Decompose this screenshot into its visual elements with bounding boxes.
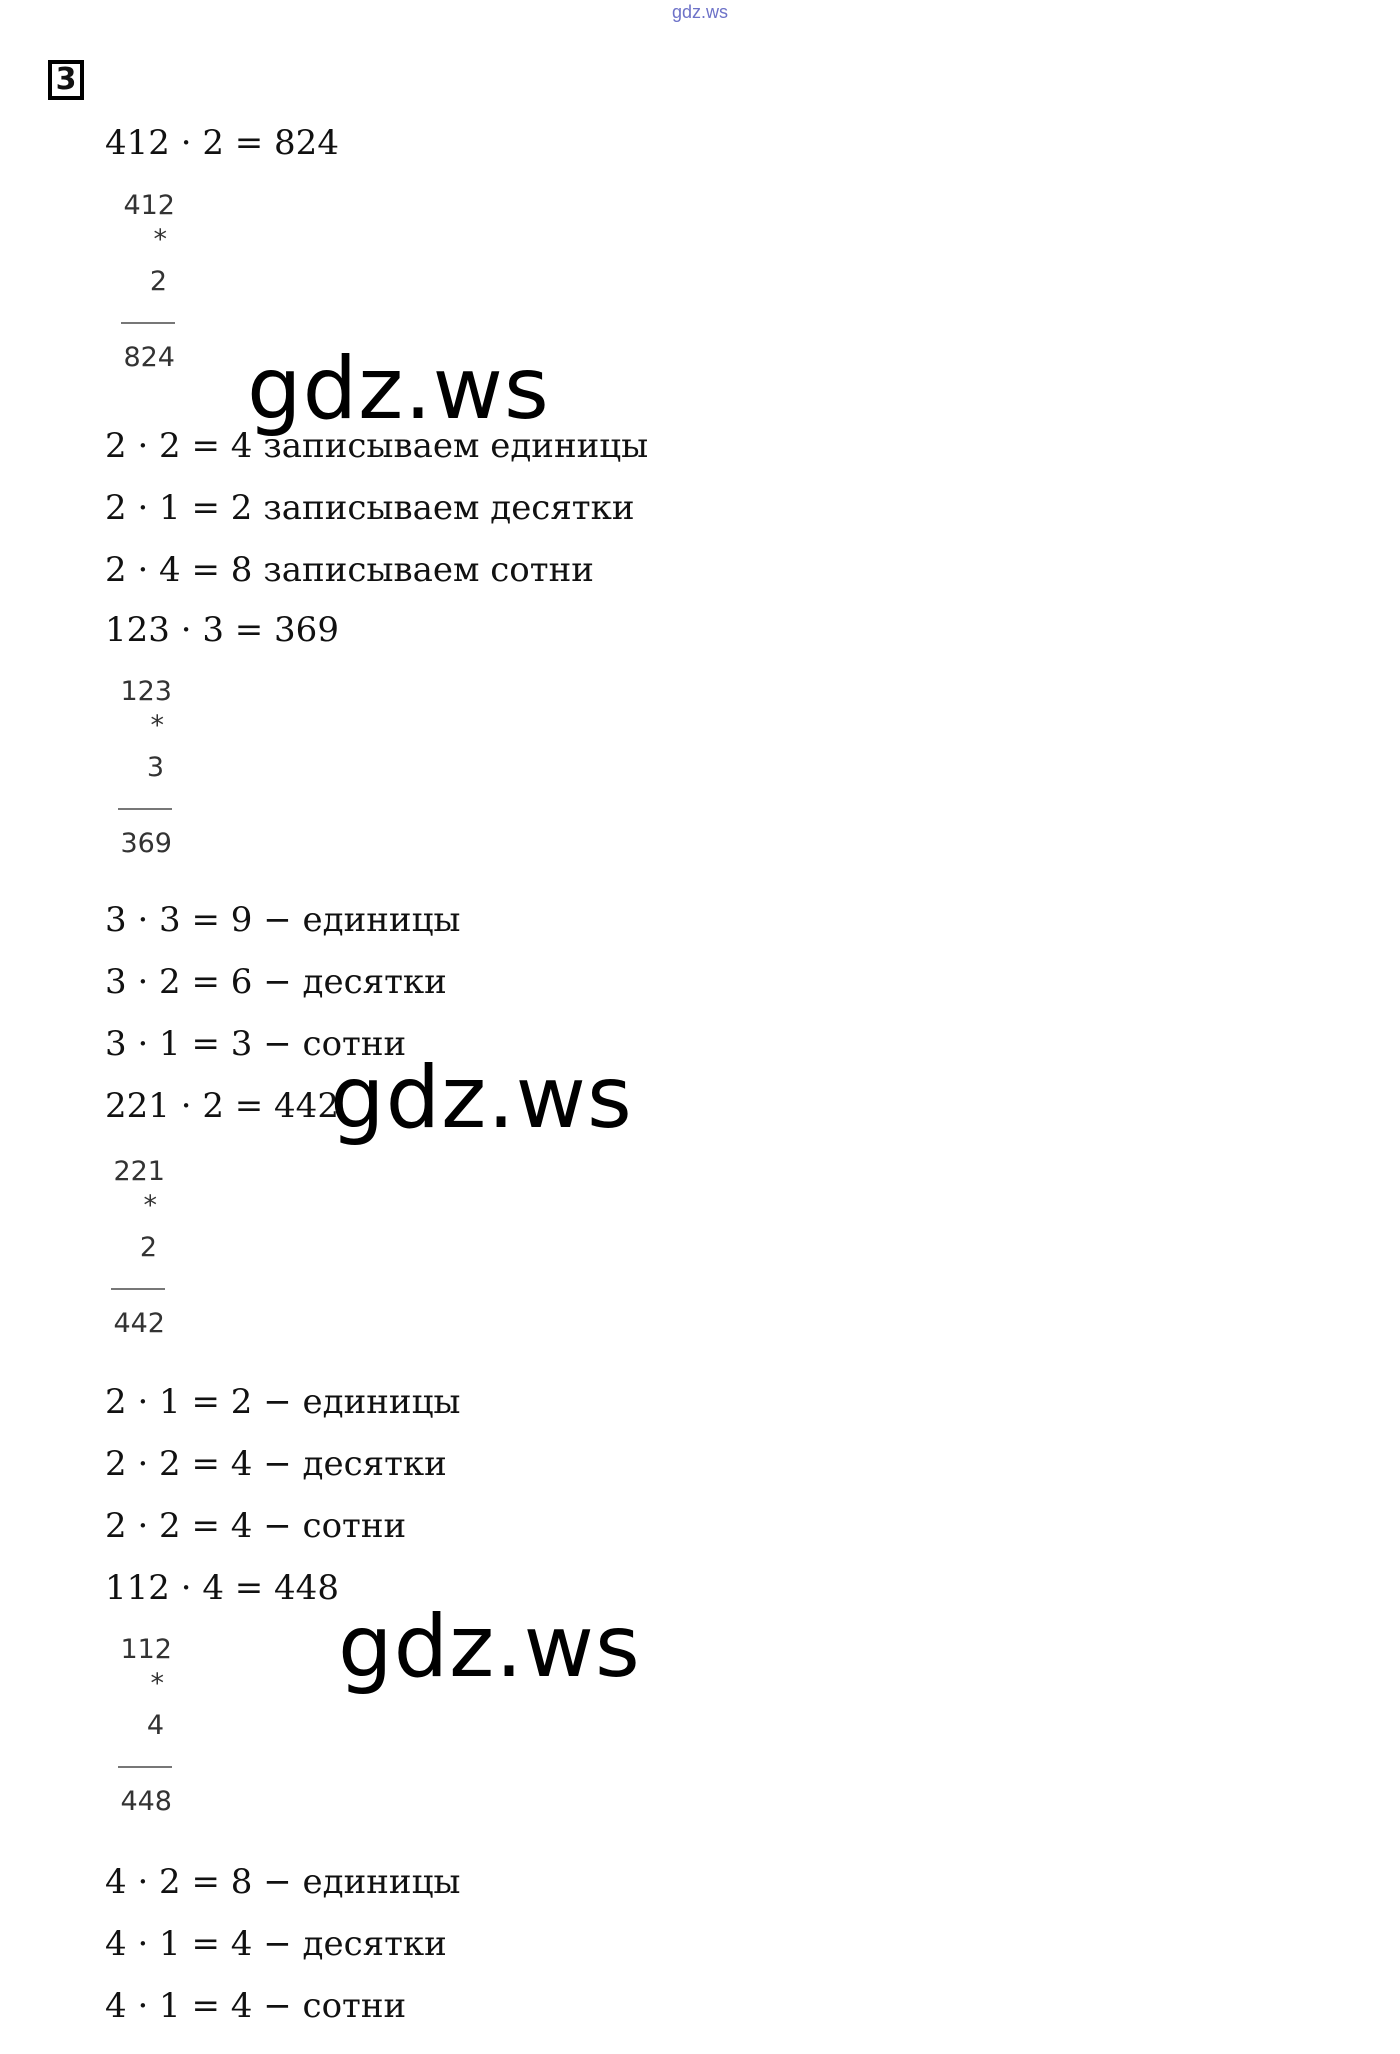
step-line: 3 · 3 = 9 − единицы <box>105 900 461 940</box>
step-line: 4 · 1 = 4 − десятки <box>105 1924 447 1964</box>
watermark: gdz.ws <box>338 1597 641 1697</box>
column-result: 448 <box>120 1786 172 1817</box>
column-bottom-number: 4 <box>146 1710 164 1741</box>
column-bottom-number: 2 <box>149 266 167 297</box>
column-multiplication <box>102 1634 172 1834</box>
column-divider-line <box>118 1766 172 1768</box>
column-top-number: 221 <box>113 1156 165 1187</box>
column-multiplication <box>105 190 175 390</box>
column-operator: * <box>150 710 164 741</box>
step-line: 2 · 2 = 4 − сотни <box>105 1506 407 1546</box>
step-line: 2 · 2 = 4 записываем единицы <box>105 426 649 466</box>
top-watermark: gdz.ws <box>671 2 729 22</box>
equation: 112 · 4 = 448 <box>105 1568 339 1608</box>
column-bottom-number: 2 <box>139 1232 157 1263</box>
column-divider-line <box>121 322 175 324</box>
watermark: gdz.ws <box>247 339 550 439</box>
step-line: 3 · 1 = 3 − сотни <box>105 1024 407 1064</box>
step-line: 2 · 1 = 2 − единицы <box>105 1382 461 1422</box>
column-result: 442 <box>113 1308 165 1339</box>
column-operator: * <box>143 1190 157 1221</box>
column-top-number: 112 <box>120 1634 172 1665</box>
step-line: 3 · 2 = 6 − десятки <box>105 962 447 1002</box>
column-multiplication <box>102 676 172 876</box>
column-divider-line <box>111 1288 165 1290</box>
task-number-box: 3 <box>48 60 84 100</box>
column-operator: * <box>153 224 167 255</box>
column-top-number: 123 <box>120 676 172 707</box>
column-multiplication <box>95 1156 165 1356</box>
watermark: gdz.ws <box>330 1048 633 1148</box>
step-line: 4 · 1 = 4 − сотни <box>105 1986 407 2026</box>
equation: 221 · 2 = 442 <box>105 1086 339 1126</box>
column-result: 824 <box>123 342 175 373</box>
equation: 412 · 2 = 824 <box>105 123 339 163</box>
column-top-number: 412 <box>123 190 175 221</box>
step-line: 2 · 4 = 8 записываем сотни <box>105 550 594 590</box>
step-line: 4 · 2 = 8 − единицы <box>105 1862 461 1902</box>
column-operator: * <box>150 1668 164 1699</box>
column-bottom-number: 3 <box>146 752 164 783</box>
equation: 123 · 3 = 369 <box>105 610 339 650</box>
step-line: 2 · 2 = 4 − десятки <box>105 1444 447 1484</box>
column-result: 369 <box>120 828 172 859</box>
column-divider-line <box>118 808 172 810</box>
step-line: 2 · 1 = 2 записываем десятки <box>105 488 635 528</box>
